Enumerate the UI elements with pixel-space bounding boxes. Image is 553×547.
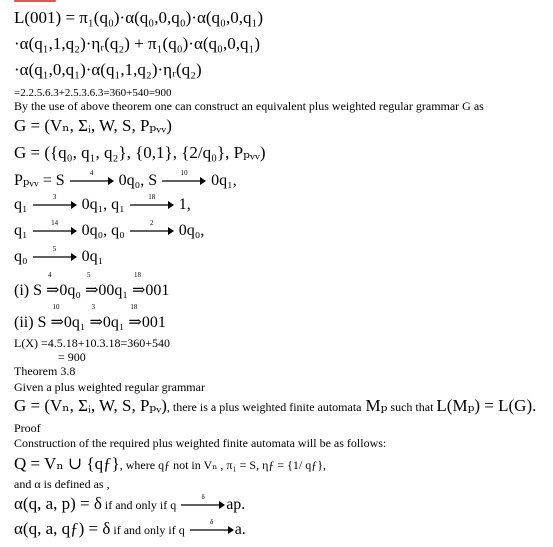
- double-arrow: 18 ⇒: [131, 271, 146, 299]
- theorem-heading: Theorem 3.8: [14, 364, 76, 378]
- derivation-step: 0q₀: [59, 282, 81, 299]
- arrow-weight-label: 5: [52, 245, 57, 254]
- production-lhs: q₀: [14, 248, 28, 265]
- production-rhs: 0q₀,: [178, 222, 205, 239]
- arrow-weight-label: 3: [52, 193, 57, 202]
- grammar-def-1: G = (Vₙ, Σᵢ, W, S, Pₚᵥᵥ): [14, 116, 172, 135]
- automaton-symbol: Mₚ: [365, 396, 388, 415]
- production-rhs: 0q₁: [81, 248, 104, 265]
- highlight-mark: [14, 0, 56, 5]
- arrow-weight-label: δ: [201, 493, 205, 502]
- double-arrow: 18 ⇒: [128, 303, 142, 331]
- arrow-weight: [33, 193, 77, 209]
- derivation-weight: 18: [133, 271, 141, 279]
- arrow-weight: [130, 219, 174, 235]
- theorem-text: such that: [387, 400, 437, 414]
- arrow-weight: [33, 219, 77, 235]
- alpha-intro: and α is defined as ,: [14, 477, 110, 491]
- production-line-3: [14, 219, 205, 240]
- state-set-definition: [14, 454, 326, 474]
- arrow-weight: [33, 245, 77, 261]
- double-arrow: 5 ⇒: [84, 271, 99, 299]
- production-lhs: q₁: [14, 196, 28, 213]
- derivation-step: 0q₁: [102, 314, 125, 331]
- alpha-condition: if and only if q: [110, 523, 185, 537]
- language-weight-2: = 900: [58, 350, 86, 364]
- production-rhs: 0q₀, q₀: [81, 222, 125, 239]
- arrow-weight: [130, 193, 174, 209]
- arrow-weight: [190, 518, 234, 534]
- derivation-start: (ii) S: [14, 314, 47, 331]
- derivation-start: (i) S: [14, 282, 42, 299]
- production-line-2: [14, 193, 191, 214]
- derivation-step: 001: [145, 282, 170, 299]
- derivation-weight: 10: [52, 303, 60, 311]
- derivation-weight: 3: [91, 303, 95, 311]
- derivation-weight: 18: [130, 303, 138, 311]
- derivation-step: 001: [141, 314, 166, 331]
- production-rhs: 1,: [178, 196, 191, 213]
- alpha-definition-2: [14, 519, 246, 539]
- derivation-step: 0q₁: [63, 314, 86, 331]
- alpha-target: a.: [234, 521, 246, 538]
- production-rhs: 0q₀, S: [118, 172, 158, 189]
- production-rhs: 0q₁,: [211, 172, 237, 189]
- alpha-expression: α(q, a, p) = δ: [14, 494, 102, 513]
- grammar-tuple: G = (Vₙ, Σᵢ, W, S, Pₚᵥ): [14, 396, 167, 415]
- arrow-weight: [181, 493, 225, 509]
- arrow-weight-label: δ: [210, 518, 214, 527]
- language-weight-1: L(X) =4.5.18+10.3.18=360+540: [14, 336, 171, 350]
- production-lhs: Pₚᵥᵥ = S: [14, 172, 65, 189]
- proof-heading: Proof: [14, 421, 41, 435]
- double-arrow: 4 ⇒: [46, 271, 60, 299]
- text-construct: By the use of above theorem one can construct an equivalent plus weighted regular grammar G as: [14, 99, 484, 113]
- double-arrow: 3 ⇒: [89, 303, 103, 331]
- production-lhs: q₁: [14, 222, 28, 239]
- production-line-4: [14, 245, 104, 266]
- language-equality: L(Mₚ) = L(G).: [436, 396, 537, 415]
- theorem-given: Given a plus weighted regular grammar: [14, 380, 205, 394]
- arrow-weight: [162, 169, 206, 185]
- equation-line-1: L(001) = π₁(q₀)·α(q₀,0,q₀)·α(q₀,0,q₁): [14, 8, 264, 27]
- equation-line-2: ·α(q₁,1,q₂)·ηᵣ(q₂) + π₁(q₀)·α(q₀,0,q₁): [14, 34, 261, 53]
- derivation-weight: 4: [48, 271, 52, 279]
- equation-line-4: =2.2.5.6.3+2.5.3.6.3=360+540=900: [14, 87, 172, 99]
- alpha-condition: if and only if q: [101, 498, 177, 512]
- alpha-definition-1: [14, 494, 245, 514]
- state-set: Q = Vₙ ∪ {qƒ}: [14, 454, 120, 473]
- theorem-text: , there is a plus weighted finite automata: [166, 400, 362, 414]
- arrow-weight: [70, 169, 114, 185]
- derivation-1: [14, 271, 170, 300]
- derivation-weight: 5: [86, 271, 91, 279]
- arrow-weight-label: 2: [149, 219, 154, 228]
- alpha-expression: α(q, a, qƒ) = δ: [14, 519, 111, 538]
- production-rhs: 0q₁, q₁: [81, 196, 125, 213]
- arrow-weight-label: 10: [180, 169, 188, 178]
- derivation-2: [14, 303, 166, 332]
- equation-line-3: ·α(q₁,0,q₁)·α(q₁,1,q₂)·ηᵣ(q₂): [14, 60, 202, 79]
- double-arrow: 10 ⇒: [50, 303, 64, 331]
- grammar-def-2: G = ({q₀, q₁, q₂}, {0,1}, {2/q₀}, Pₚᵥᵥ): [14, 143, 266, 162]
- alpha-target: ap.: [226, 496, 246, 513]
- construction-text: Construction of the required plus weighted finite automata will be as follows:: [14, 436, 387, 450]
- state-set-text: , where qƒ not in Vₙ , π₁ = S, ηƒ = {1/ qƒ},: [119, 458, 326, 472]
- arrow-weight-label: 18: [148, 193, 156, 202]
- theorem-statement: [14, 396, 536, 416]
- derivation-step: 00q₁: [98, 282, 128, 299]
- arrow-weight-label: 4: [89, 169, 94, 178]
- production-line-1: [14, 170, 237, 190]
- arrow-weight-label: 14: [51, 219, 59, 228]
